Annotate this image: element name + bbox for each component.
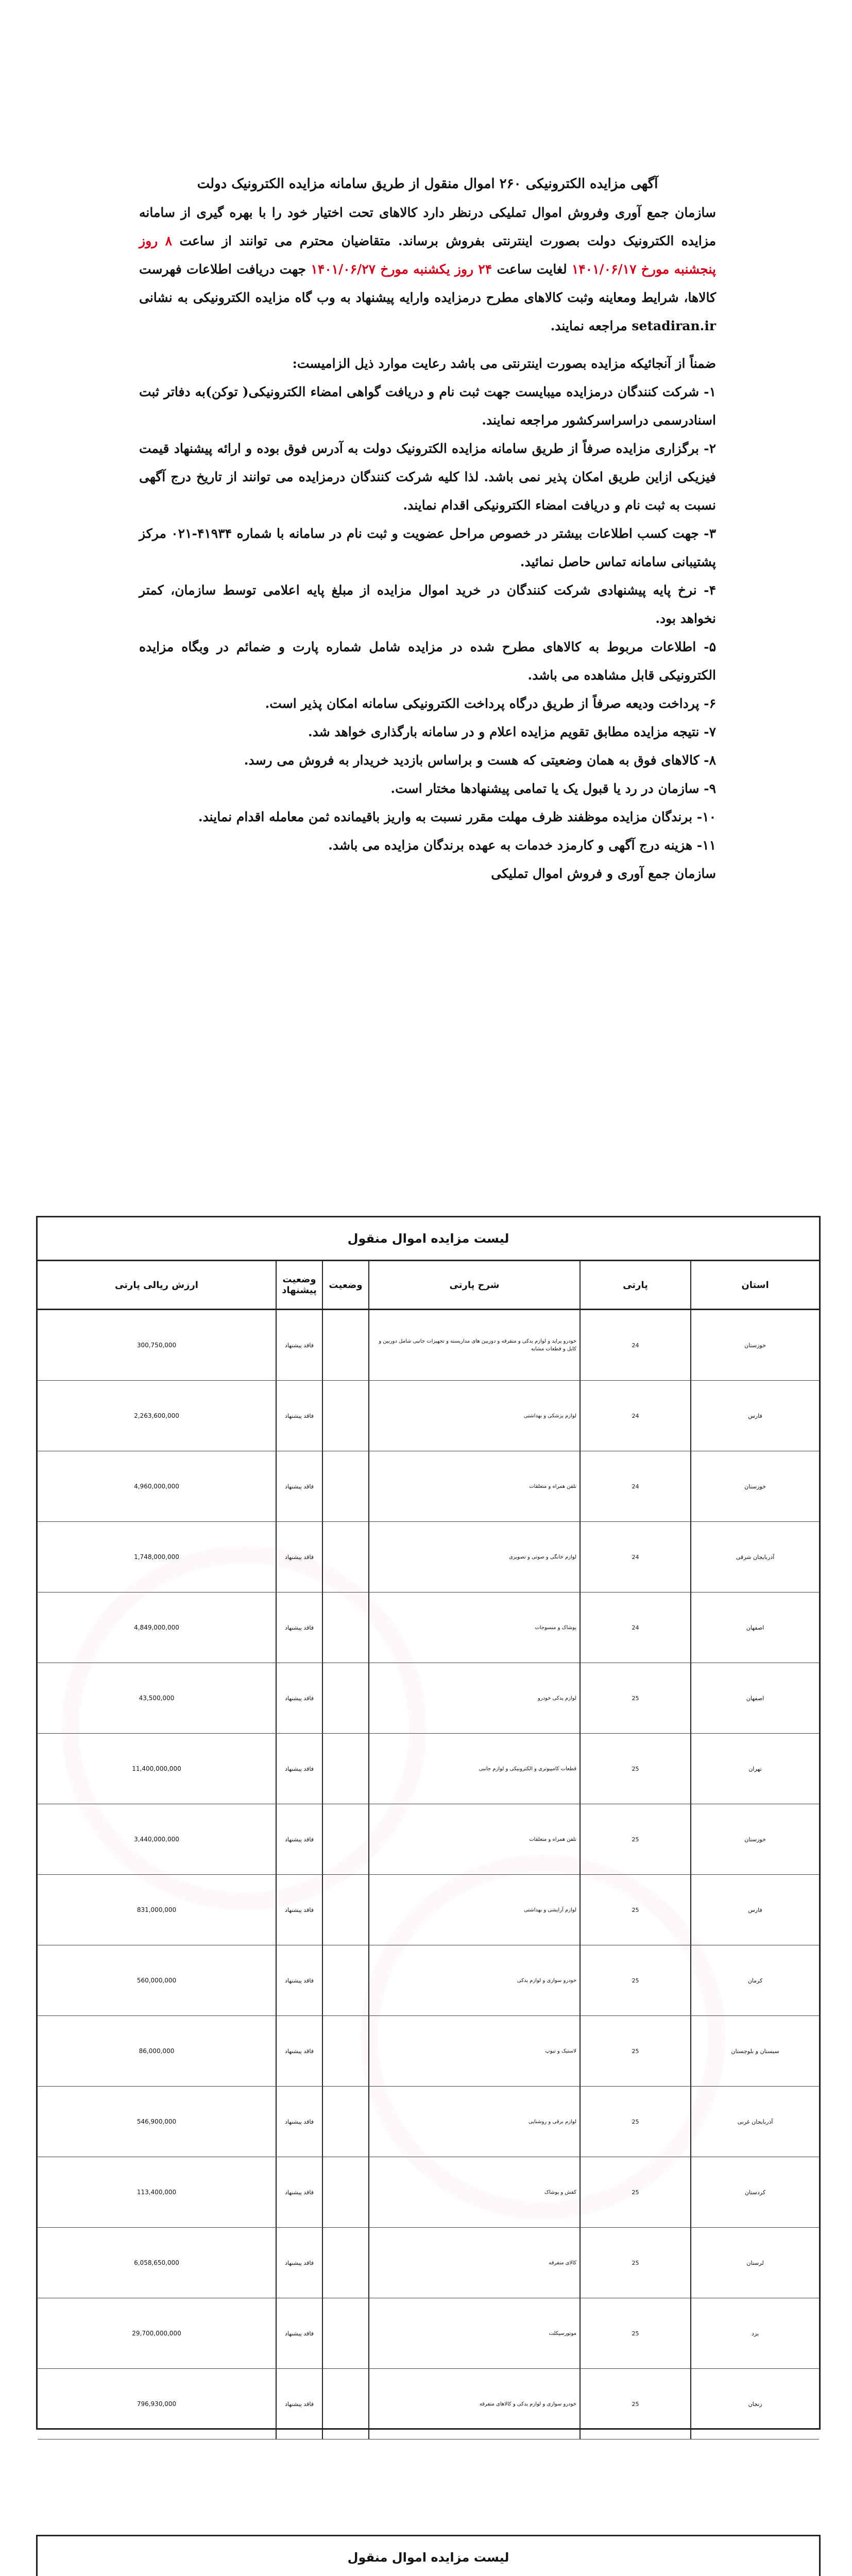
row-description: لوازم پزشکی و بهداشتی (368, 1381, 580, 1451)
row-lot: 25 (580, 2369, 690, 2439)
row-offer-status: فاقد پیشنهاد (276, 2087, 322, 2157)
row-offer-status: فاقد پیشنهاد (276, 2298, 322, 2368)
rule-item: ۵- اطلاعات مربوط به کالاهای مطرح شده در مزایده شامل شماره پارت و ضمائم در وبگاه مزایده الکترونیکی قابل مشاهده می باشد. (139, 639, 716, 683)
table-row (38, 1804, 819, 1875)
row-offer-status: فاقد پیشنهاد (276, 2157, 322, 2227)
row-price: 1,748,000,000 (134, 1553, 179, 1561)
row-offer-status: فاقد پیشنهاد (276, 2369, 322, 2439)
row-lot: 25 (580, 2298, 690, 2368)
table-body (38, 1310, 819, 2439)
table-row (38, 2016, 819, 2087)
row-description: پوشاک و منسوجات (368, 1592, 580, 1663)
row-offer-status: فاقد پیشنهاد (276, 1734, 322, 1804)
auction-announcement (139, 170, 716, 888)
paragraph-text: لغایت ساعت (497, 262, 567, 277)
row-description: کالای متفرقه (368, 2228, 580, 2298)
table-row (38, 2298, 819, 2369)
table-row (38, 2157, 819, 2228)
row-lot: 24 (580, 1310, 690, 1380)
row-offer-status: فاقد پیشنهاد (276, 1804, 322, 1874)
row-price: 831,000,000 (137, 1906, 177, 1913)
row-price: 2,263,600,000 (134, 1412, 179, 1419)
row-description: موتورسیکلت (368, 2298, 580, 2368)
table-row (38, 2087, 819, 2157)
row-status (322, 1804, 368, 1874)
row-offer-status: فاقد پیشنهاد (276, 1310, 322, 1380)
row-offer-status: فاقد پیشنهاد (276, 1663, 322, 1733)
row-price: 300,750,000 (137, 1341, 177, 1349)
row-description: کفش و پوشاک (368, 2157, 580, 2227)
table-row (38, 1592, 819, 1663)
row-status (322, 2087, 368, 2157)
table-row (38, 1310, 819, 1381)
end-date: مورخ ۱۴۰۱/۰۶/۲۷ (311, 262, 408, 277)
end-hour: ۲۴ روز یکشنبه (413, 262, 492, 277)
row-description: تلفن همراه و متعلقات (368, 1451, 580, 1521)
row-price: 546,900,000 (137, 2117, 177, 2125)
row-status (322, 2016, 368, 2086)
row-description: خودرو سواری و لوازم یدکی و کالاهای متفرقه (368, 2369, 580, 2439)
table-row (38, 1663, 819, 1734)
row-city: خوزستان (690, 1310, 819, 1380)
row-description: لاستیک و تیوپ (368, 2016, 580, 2086)
row-lot: 24 (580, 1592, 690, 1663)
row-status (322, 2369, 368, 2439)
row-lot: 25 (580, 1663, 690, 1733)
auction-table-2 (36, 2535, 821, 2576)
row-price: 796,930,000 (137, 2400, 177, 2408)
row-price: 560,000,000 (137, 1976, 177, 1984)
row-status (322, 1310, 368, 1380)
row-description: لوازم برقی و روشنایی (368, 2087, 580, 2157)
row-price: 4,849,000,000 (134, 1623, 179, 1631)
row-price: 6,058,650,000 (134, 2259, 179, 2266)
row-lot: 25 (580, 1945, 690, 2015)
announcement-paragraph (139, 198, 716, 340)
paragraph-text: سازمان جمع آوری وفروش اموال تملیکی درنظر دارد کالاهای تحت اختیار خود را با بهره گیری از سامانه مزایده الکترونیک دولت بصورت اینترنتی بفروش برساند. متقاضیان محترم می توانند از ساعت (139, 205, 716, 248)
row-lot: 24 (580, 1522, 690, 1592)
rule-item: ۷- نتیجه مزایده مطابق تقویم مزایده اعلام و در سامانه بارگذاری خواهد شد. (308, 724, 716, 739)
table-row (38, 1522, 819, 1592)
row-status (322, 1734, 368, 1804)
row-city: زنجان (690, 2369, 819, 2439)
row-price: 86,000,000 (139, 2047, 175, 2055)
table-row (38, 1875, 819, 1945)
row-lot: 25 (580, 2157, 690, 2227)
row-description: تلفن همراه و متعلقات (368, 1804, 580, 1874)
row-status (322, 1875, 368, 1945)
table-row (38, 2369, 819, 2439)
table-row (38, 1451, 819, 1522)
row-lot: 25 (580, 1804, 690, 1874)
paragraph-text: جهت دریافت اطلاعات فهرست کالاها، شرایط ومعاینه وثبت کالاهای مطرح درمزایده وارایه پیشنهاد به وب گاه مزایده الکترونیکی به نشانی setadiran.ir مراجعه نمایند. (139, 262, 716, 333)
row-description: قطعات کامپیوتری و الکترونیکی و لوازم جانبی (368, 1734, 580, 1804)
row-description: خودرو پراید و لوازم یدکی و متفرقه و دوربین های مداربسته و تجهیزات جانبی شامل دوربین و کابل و قطعات مشابه (368, 1310, 580, 1380)
rule-item: ۴- نرخ پایه پیشنهادی شرکت کنندگان در خرید اموال مزایده از مبلغ پایه اعلامی توسط سازمان، کمتر نخواهد بود. (139, 583, 716, 626)
header-lot: پارتی (580, 1261, 690, 1309)
row-price: 43,500,000 (139, 1694, 175, 1702)
rule-item: ۱۰- برندگان مزایده موظفند ظرف مهلت مقرر نسبت به واریز باقیمانده ثمن معامله اقدام نمایند. (198, 809, 716, 824)
row-offer-status: فاقد پیشنهاد (276, 1875, 322, 1945)
row-lot: 24 (580, 1451, 690, 1521)
announcement-footer: سازمان جمع آوری و فروش اموال تملیکی (491, 866, 716, 881)
row-city: اصفهان (690, 1592, 819, 1663)
row-lot: 25 (580, 1734, 690, 1804)
row-city: خوزستان (690, 1451, 819, 1521)
table-title: لیست مزایده اموال منقول (38, 2536, 819, 2576)
row-city: اصفهان (690, 1663, 819, 1733)
row-price: 4,960,000,000 (134, 1482, 179, 1490)
row-city: کردستان (690, 2157, 819, 2227)
row-offer-status: فاقد پیشنهاد (276, 1592, 322, 1663)
row-lot: 25 (580, 2016, 690, 2086)
row-city: آذربایجان غربی (690, 2087, 819, 2157)
start-hour: ۸ روز (139, 233, 173, 248)
rule-item: ۲- برگزاری مزایده صرفاً از طریق سامانه مزایده الکترونیک دولت به آدرس فوق بوده و ارائه پیشنهاد قیمت فیزیکی ازاین طریق امکان پذیر نمی باشد. لذا کلیه شرکت کنندگان درمزایده می توانند از تاریخ درج آگهی نسبت به ثبت نام و دریافت امضاء الکترونیکی اقدام نمایند. (139, 441, 716, 513)
row-city: خوزستان (690, 1804, 819, 1874)
table-row (38, 1945, 819, 2016)
row-offer-status: فاقد پیشنهاد (276, 2016, 322, 2086)
row-status (322, 1663, 368, 1733)
row-city: سیستان و بلوچستان (690, 2016, 819, 2086)
row-status (322, 1381, 368, 1451)
row-price: 113,400,000 (137, 2188, 177, 2196)
rule-item: ۶- پرداخت ودیعه صرفاً از طریق درگاه پرداخت الکترونیکی سامانه امکان پذیر است. (265, 696, 716, 711)
row-lot: 25 (580, 1875, 690, 1945)
row-offer-status: فاقد پیشنهاد (276, 1522, 322, 1592)
row-status (322, 1592, 368, 1663)
row-status (322, 2228, 368, 2298)
row-status (322, 1945, 368, 2015)
row-offer-status: فاقد پیشنهاد (276, 1381, 322, 1451)
row-city: تهران (690, 1734, 819, 1804)
header-price: ارزش ریالی پارتی (115, 1279, 198, 1291)
header-offer-status: وضعیت پیشنهاد (276, 1261, 322, 1309)
row-city: آذربایجان شرقی (690, 1522, 819, 1592)
row-lot: 25 (580, 2228, 690, 2298)
start-date: پنجشنبه مورخ ۱۴۰۱/۰۶/۱۷ (571, 262, 716, 277)
header-description: شرح پارتی (368, 1261, 580, 1309)
row-lot: 25 (580, 2087, 690, 2157)
table-title: لیست مزایده اموال منقول (38, 1217, 819, 1261)
header-status: وضعیت (322, 1261, 368, 1309)
row-city: یزد (690, 2298, 819, 2368)
row-city: فارس (690, 1875, 819, 1945)
row-description: لوازم آرایشی و بهداشتی (368, 1875, 580, 1945)
rule-item: ۹- سازمان در رد یا قبول یک یا تمامی پیشنهادها مختار است. (390, 781, 716, 796)
auction-table-1 (36, 1216, 821, 2430)
rule-item: ۱- شرکت کنندگان درمزایده میبایست جهت ثبت نام و دریافت گواهی امضاء الکترونیکی( توکن)به دفاتر ثبت اسنادرسمی دراسراسرکشور مراجعه نمایند. (139, 384, 716, 428)
announcement-title: آگهی مزایده الکترونیکی ۲۶۰ اموال منقول از طریق سامانه مزایده الکترونیک دولت (197, 176, 658, 192)
row-price: 3,440,000,000 (134, 1835, 179, 1843)
row-description: خودرو سواری و لوازم یدکی (368, 1945, 580, 2015)
table-header-row (38, 1261, 819, 1310)
row-status (322, 1522, 368, 1592)
row-description: لوازم خانگی و صوتی و تصویری (368, 1522, 580, 1592)
rule-item: ۳- جهت کسب اطلاعات بیشتر در خصوص مراحل عضویت و ثبت نام در سامانه با شماره ۴۱۹۳۴-۰۲۱ مرکز پشتیبانی سامانه تماس حاصل نمائید. (139, 526, 716, 569)
rule-item: ۸- کالاهای فوق به همان وضعیتی که هست و براساس بازدید خریدار به فروش می رسد. (244, 753, 716, 768)
row-status (322, 1451, 368, 1521)
rules-intro: ضمناً از آنجائیکه مزایده بصورت اینترنتی می باشد رعایت موارد ذیل الزامیست: (292, 356, 716, 371)
row-city: لرستان (690, 2228, 819, 2298)
rule-item: ۱۱- هزینه درج آگهی و کارمزد خدمات به عهده برندگان مزایده می باشد. (328, 838, 716, 853)
row-city: فارس (690, 1381, 819, 1451)
row-city: کرمان (690, 1945, 819, 2015)
table-row (38, 2228, 819, 2298)
row-offer-status: فاقد پیشنهاد (276, 2228, 322, 2298)
header-city: استان (690, 1261, 819, 1309)
row-offer-status: فاقد پیشنهاد (276, 1945, 322, 2015)
row-lot: 24 (580, 1381, 690, 1451)
row-status (322, 2298, 368, 2368)
table-row (38, 1381, 819, 1451)
table-row (38, 1734, 819, 1804)
row-description: لوازم یدکی خودرو (368, 1663, 580, 1733)
row-status (322, 2157, 368, 2227)
row-price: 11,400,000,000 (132, 1765, 181, 1772)
row-price: 29,700,000,000 (132, 2329, 181, 2337)
row-offer-status: فاقد پیشنهاد (276, 1451, 322, 1521)
